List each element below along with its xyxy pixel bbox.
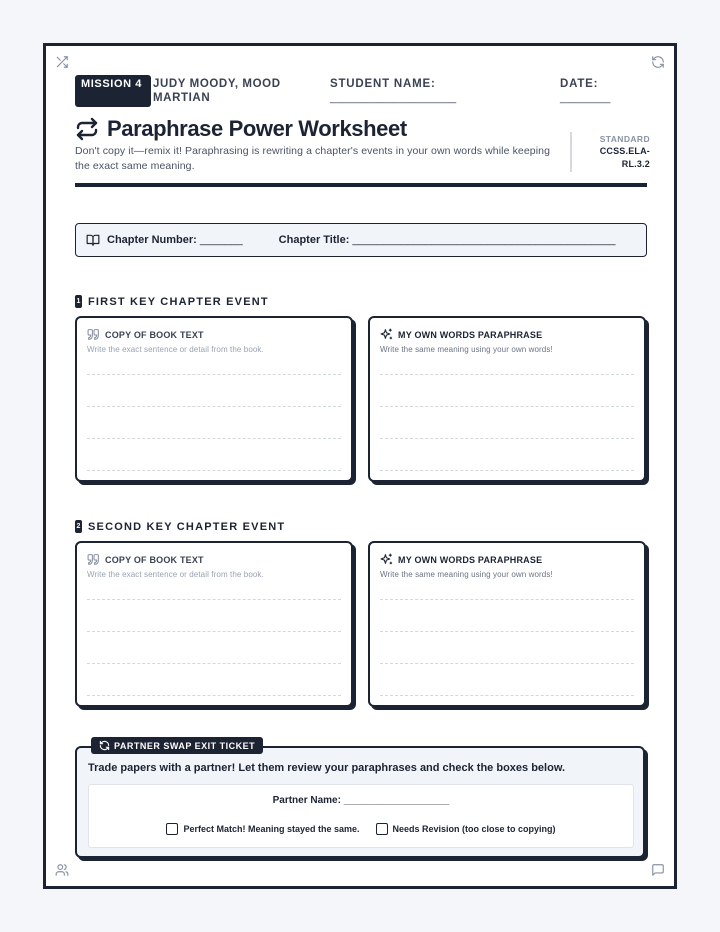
section-number-badge: 2: [75, 520, 82, 533]
section-number-badge: 1: [75, 295, 82, 308]
copy-book-text-box[interactable]: [75, 541, 353, 707]
exit-ticket-tab: [91, 737, 263, 754]
partner-name-field[interactable]: [89, 795, 633, 806]
writing-line: [87, 470, 341, 471]
date-line: ________: [560, 92, 611, 104]
copy-book-text-box[interactable]: [75, 316, 353, 482]
own-box-hint: Write the same meaning using your own words!: [380, 570, 553, 579]
shuffle-icon: [55, 55, 69, 69]
standard-box: [570, 132, 650, 172]
copy-box-label: COPY OF BOOK TEXT: [105, 329, 204, 340]
review-checkboxes: [89, 823, 633, 835]
partner-name-label: Partner Name:: [272, 795, 341, 806]
writing-line: [380, 374, 634, 375]
writing-line: [87, 374, 341, 375]
writing-line: [87, 663, 341, 664]
own-box-label: MY OWN WORDS PARAPHRASE: [398, 329, 543, 340]
partner-name-line: ___________________: [343, 795, 450, 806]
header-divider: [75, 183, 647, 187]
section-title: SECOND KEY CHAPTER EVENT: [88, 520, 286, 533]
repeat-arrows-icon: [75, 117, 99, 141]
refresh-icon: [651, 55, 665, 69]
writing-line: [87, 438, 341, 439]
mission-badge: MISSION 4: [75, 75, 151, 107]
student-name-field[interactable]: [330, 77, 456, 105]
student-name-label: STUDENT NAME:: [330, 78, 436, 90]
book-open-icon: [86, 233, 100, 247]
copy-box-hint: Write the exact sentence or detail from the book.: [87, 345, 264, 354]
book-title: JUDY MOODY, MOOD MARTIAN: [153, 78, 281, 104]
writing-line: [380, 599, 634, 600]
date-label: DATE:: [560, 78, 599, 90]
perfect-match-checkbox[interactable]: [166, 823, 178, 835]
copy-box-label: COPY OF BOOK TEXT: [105, 554, 204, 565]
intro-text: Don't copy it—remix it! Paraphrasing is rewriting a chapter's events in your own words while keeping the exact same meaning.: [75, 145, 551, 172]
needs-revision-option[interactable]: [376, 823, 556, 835]
section-title: FIRST KEY CHAPTER EVENT: [88, 295, 269, 308]
student-name-line: ____________________: [330, 92, 457, 104]
quote-icon: [87, 553, 100, 566]
message-icon: [651, 863, 665, 877]
section-2-heading: [75, 520, 285, 533]
writing-line: [87, 599, 341, 600]
writing-line: [380, 470, 634, 471]
perfect-match-option[interactable]: [166, 823, 359, 835]
own-words-box[interactable]: [368, 316, 646, 482]
chapter-number-field[interactable]: _______: [199, 234, 243, 246]
title-row: [75, 116, 407, 142]
chapter-title-field[interactable]: ___________________________________________: [352, 234, 616, 246]
perfect-match-label: Perfect Match! Meaning stayed the same.: [183, 824, 360, 834]
quote-icon: [87, 328, 100, 341]
writing-line: [87, 631, 341, 632]
needs-revision-checkbox[interactable]: [376, 823, 388, 835]
exit-ticket: [75, 740, 645, 858]
own-words-box[interactable]: [368, 541, 646, 707]
worksheet-page: [43, 43, 677, 889]
users-icon: [55, 863, 69, 877]
chapter-title-label: Chapter Title:: [278, 234, 350, 246]
refresh-icon: [99, 740, 110, 751]
writing-line: [87, 695, 341, 696]
exit-ticket-panel: [88, 784, 634, 848]
writing-line: [87, 406, 341, 407]
chapter-info-bar: [75, 223, 647, 257]
exit-ticket-instructions: Trade papers with a partner! Let them review your paraphrases and check the boxes below.: [88, 762, 566, 774]
section-1-heading: [75, 295, 269, 308]
chapter-number-label: Chapter Number:: [107, 234, 197, 246]
writing-line: [380, 663, 634, 664]
needs-revision-label: Needs Revision (too close to copying): [392, 824, 556, 834]
page-title: Paraphrase Power Worksheet: [107, 116, 407, 141]
own-box-hint: Write the same meaning using your own words!: [380, 345, 553, 354]
copy-box-hint: Write the exact sentence or detail from the book.: [87, 570, 264, 579]
standard-code: CCSS.ELA-RL.3.2: [599, 146, 650, 169]
sparkles-icon: [380, 553, 393, 566]
writing-line: [380, 406, 634, 407]
date-field[interactable]: [560, 77, 611, 105]
writing-line: [380, 438, 634, 439]
writing-line: [380, 695, 634, 696]
exit-ticket-label: PARTNER SWAP EXIT TICKET: [114, 740, 256, 751]
own-box-label: MY OWN WORDS PARAPHRASE: [398, 554, 543, 565]
sparkles-icon: [380, 328, 393, 341]
writing-line: [380, 631, 634, 632]
standard-label: STANDARD: [599, 134, 650, 144]
